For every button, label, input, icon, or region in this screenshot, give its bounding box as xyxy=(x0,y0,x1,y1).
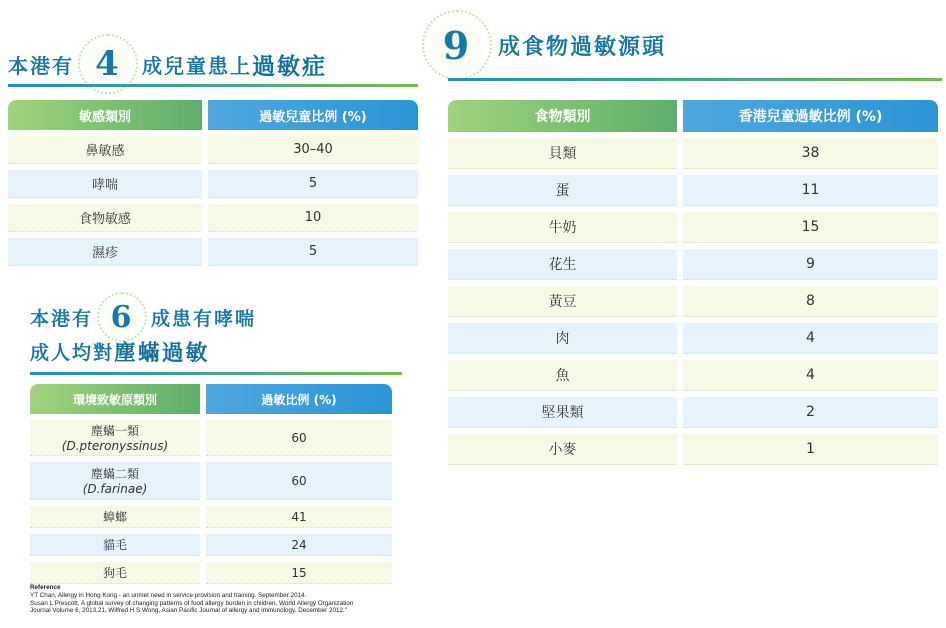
table-row xyxy=(448,360,938,391)
row-category: 塵蟎二類 xyxy=(90,467,139,481)
section2-title-prefix: 本港有 xyxy=(30,307,94,330)
section1-number: 4 xyxy=(95,44,121,84)
row-category: 貓毛 xyxy=(30,534,200,556)
table-row xyxy=(30,420,392,456)
section3-title xyxy=(422,10,666,80)
row-category: 黃豆 xyxy=(448,286,677,317)
table-row xyxy=(8,238,418,266)
row-category: 堅果類 xyxy=(448,397,677,428)
table-header-row xyxy=(30,384,392,414)
row-value: 4 xyxy=(683,360,938,391)
section2-divider xyxy=(30,372,402,375)
row-value: 60 xyxy=(206,420,392,456)
table-row xyxy=(30,562,392,584)
row-value: 38 xyxy=(683,138,938,169)
table-row xyxy=(448,286,938,317)
row-value: 1 xyxy=(683,434,938,465)
row-value: 15 xyxy=(683,212,938,243)
section2-line2-prefix: 成人均對 xyxy=(30,342,115,364)
row-value: 24 xyxy=(206,534,392,556)
row-scientific-name: (D.farinae) xyxy=(82,482,148,496)
row-category: 花生 xyxy=(448,249,677,280)
section2-title-line2 xyxy=(30,336,209,367)
reference-line: Susan L Prescott, A global survey of changing patterns of food allergy burden in children, World Allergy Organization xyxy=(30,599,354,607)
section1-title-highlight: 過敏症 xyxy=(252,52,327,80)
table-row xyxy=(8,204,418,232)
section2-title-mid: 成患有哮喘 xyxy=(151,307,257,330)
column-header-percentage: 過敏兒童比例 (%) xyxy=(208,100,418,130)
row-scientific-name: (D.pteronyssinus) xyxy=(61,439,169,453)
table-row xyxy=(8,170,418,198)
reference-line: Journal Volume 6, 2013,21, Wilfred H S Wong, Asian Pacific Journal of allergy and immunology. December 2012." xyxy=(30,607,348,615)
food-allergy-table xyxy=(448,100,938,465)
row-category: 塵蟎一類 xyxy=(90,424,139,438)
table-header-row xyxy=(8,100,418,130)
row-category: 蟑螂 xyxy=(30,506,200,528)
column-header-category: 環境致敏原類別 xyxy=(30,384,200,414)
section3-number-badge xyxy=(422,10,492,80)
table-row xyxy=(30,506,392,528)
table-row xyxy=(448,138,938,169)
row-value: 9 xyxy=(683,249,938,280)
section1-title-mid: 成兒童患上 xyxy=(142,53,252,78)
row-category: 蛋 xyxy=(448,175,677,206)
reference-label: Reference xyxy=(30,584,61,591)
table-header-row xyxy=(448,100,938,132)
row-value: 15 xyxy=(206,562,392,584)
row-category: 食物敏感 xyxy=(8,204,202,232)
row-category: 小麥 xyxy=(448,434,677,465)
row-value: 8 xyxy=(683,286,938,317)
section2-number-badge xyxy=(97,292,147,342)
section1-divider xyxy=(8,84,418,87)
section2-line2-highlight: 塵蟎過敏 xyxy=(114,340,210,366)
row-value: 4 xyxy=(683,323,938,354)
row-value: 10 xyxy=(208,204,418,232)
row-category: 鼻敏感 xyxy=(8,136,202,164)
reference-line: YT Chan, Allergy in Hong Kong - an unmet need in service provision and training. September 2014. xyxy=(30,591,307,599)
row-category: 魚 xyxy=(448,360,677,391)
row-value: 2 xyxy=(683,397,938,428)
table-row xyxy=(448,249,938,280)
children-allergy-table xyxy=(8,100,418,266)
section3-divider xyxy=(448,78,942,81)
table-row xyxy=(448,212,938,243)
section3-title-text: 成食物過敏源頭 xyxy=(498,33,667,60)
table-row xyxy=(30,534,392,556)
reference-block xyxy=(30,584,353,615)
column-header-percentage: 香港兒童過敏比例 (%) xyxy=(683,100,938,132)
table-row xyxy=(8,136,418,164)
row-value: 5 xyxy=(208,170,418,198)
column-header-food: 食物類別 xyxy=(448,100,677,132)
table-row xyxy=(448,175,938,206)
table-row xyxy=(448,397,938,428)
table-row xyxy=(448,323,938,354)
row-value: 11 xyxy=(683,175,938,206)
row-category: 牛奶 xyxy=(448,212,677,243)
section2-number: 6 xyxy=(110,299,134,335)
table-row xyxy=(448,434,938,465)
table-row xyxy=(30,462,392,500)
row-value: 30–40 xyxy=(208,136,418,164)
column-header-percentage: 過敏比例 (%) xyxy=(206,384,392,414)
row-value: 41 xyxy=(206,506,392,528)
section2-title-line1 xyxy=(30,292,256,342)
row-category: 濕疹 xyxy=(8,238,202,266)
section1-title-prefix: 本港有 xyxy=(8,53,74,78)
row-category-cell xyxy=(30,462,200,500)
row-category-cell xyxy=(30,420,200,456)
row-value: 5 xyxy=(208,238,418,266)
row-category: 肉 xyxy=(448,323,677,354)
row-category: 狗毛 xyxy=(30,562,200,584)
row-category: 貝類 xyxy=(448,138,677,169)
section3-number: 9 xyxy=(442,22,472,68)
row-category: 哮喘 xyxy=(8,170,202,198)
dust-mite-allergy-table xyxy=(30,384,392,584)
row-value: 60 xyxy=(206,462,392,500)
column-header-category: 敏感類別 xyxy=(8,100,202,130)
